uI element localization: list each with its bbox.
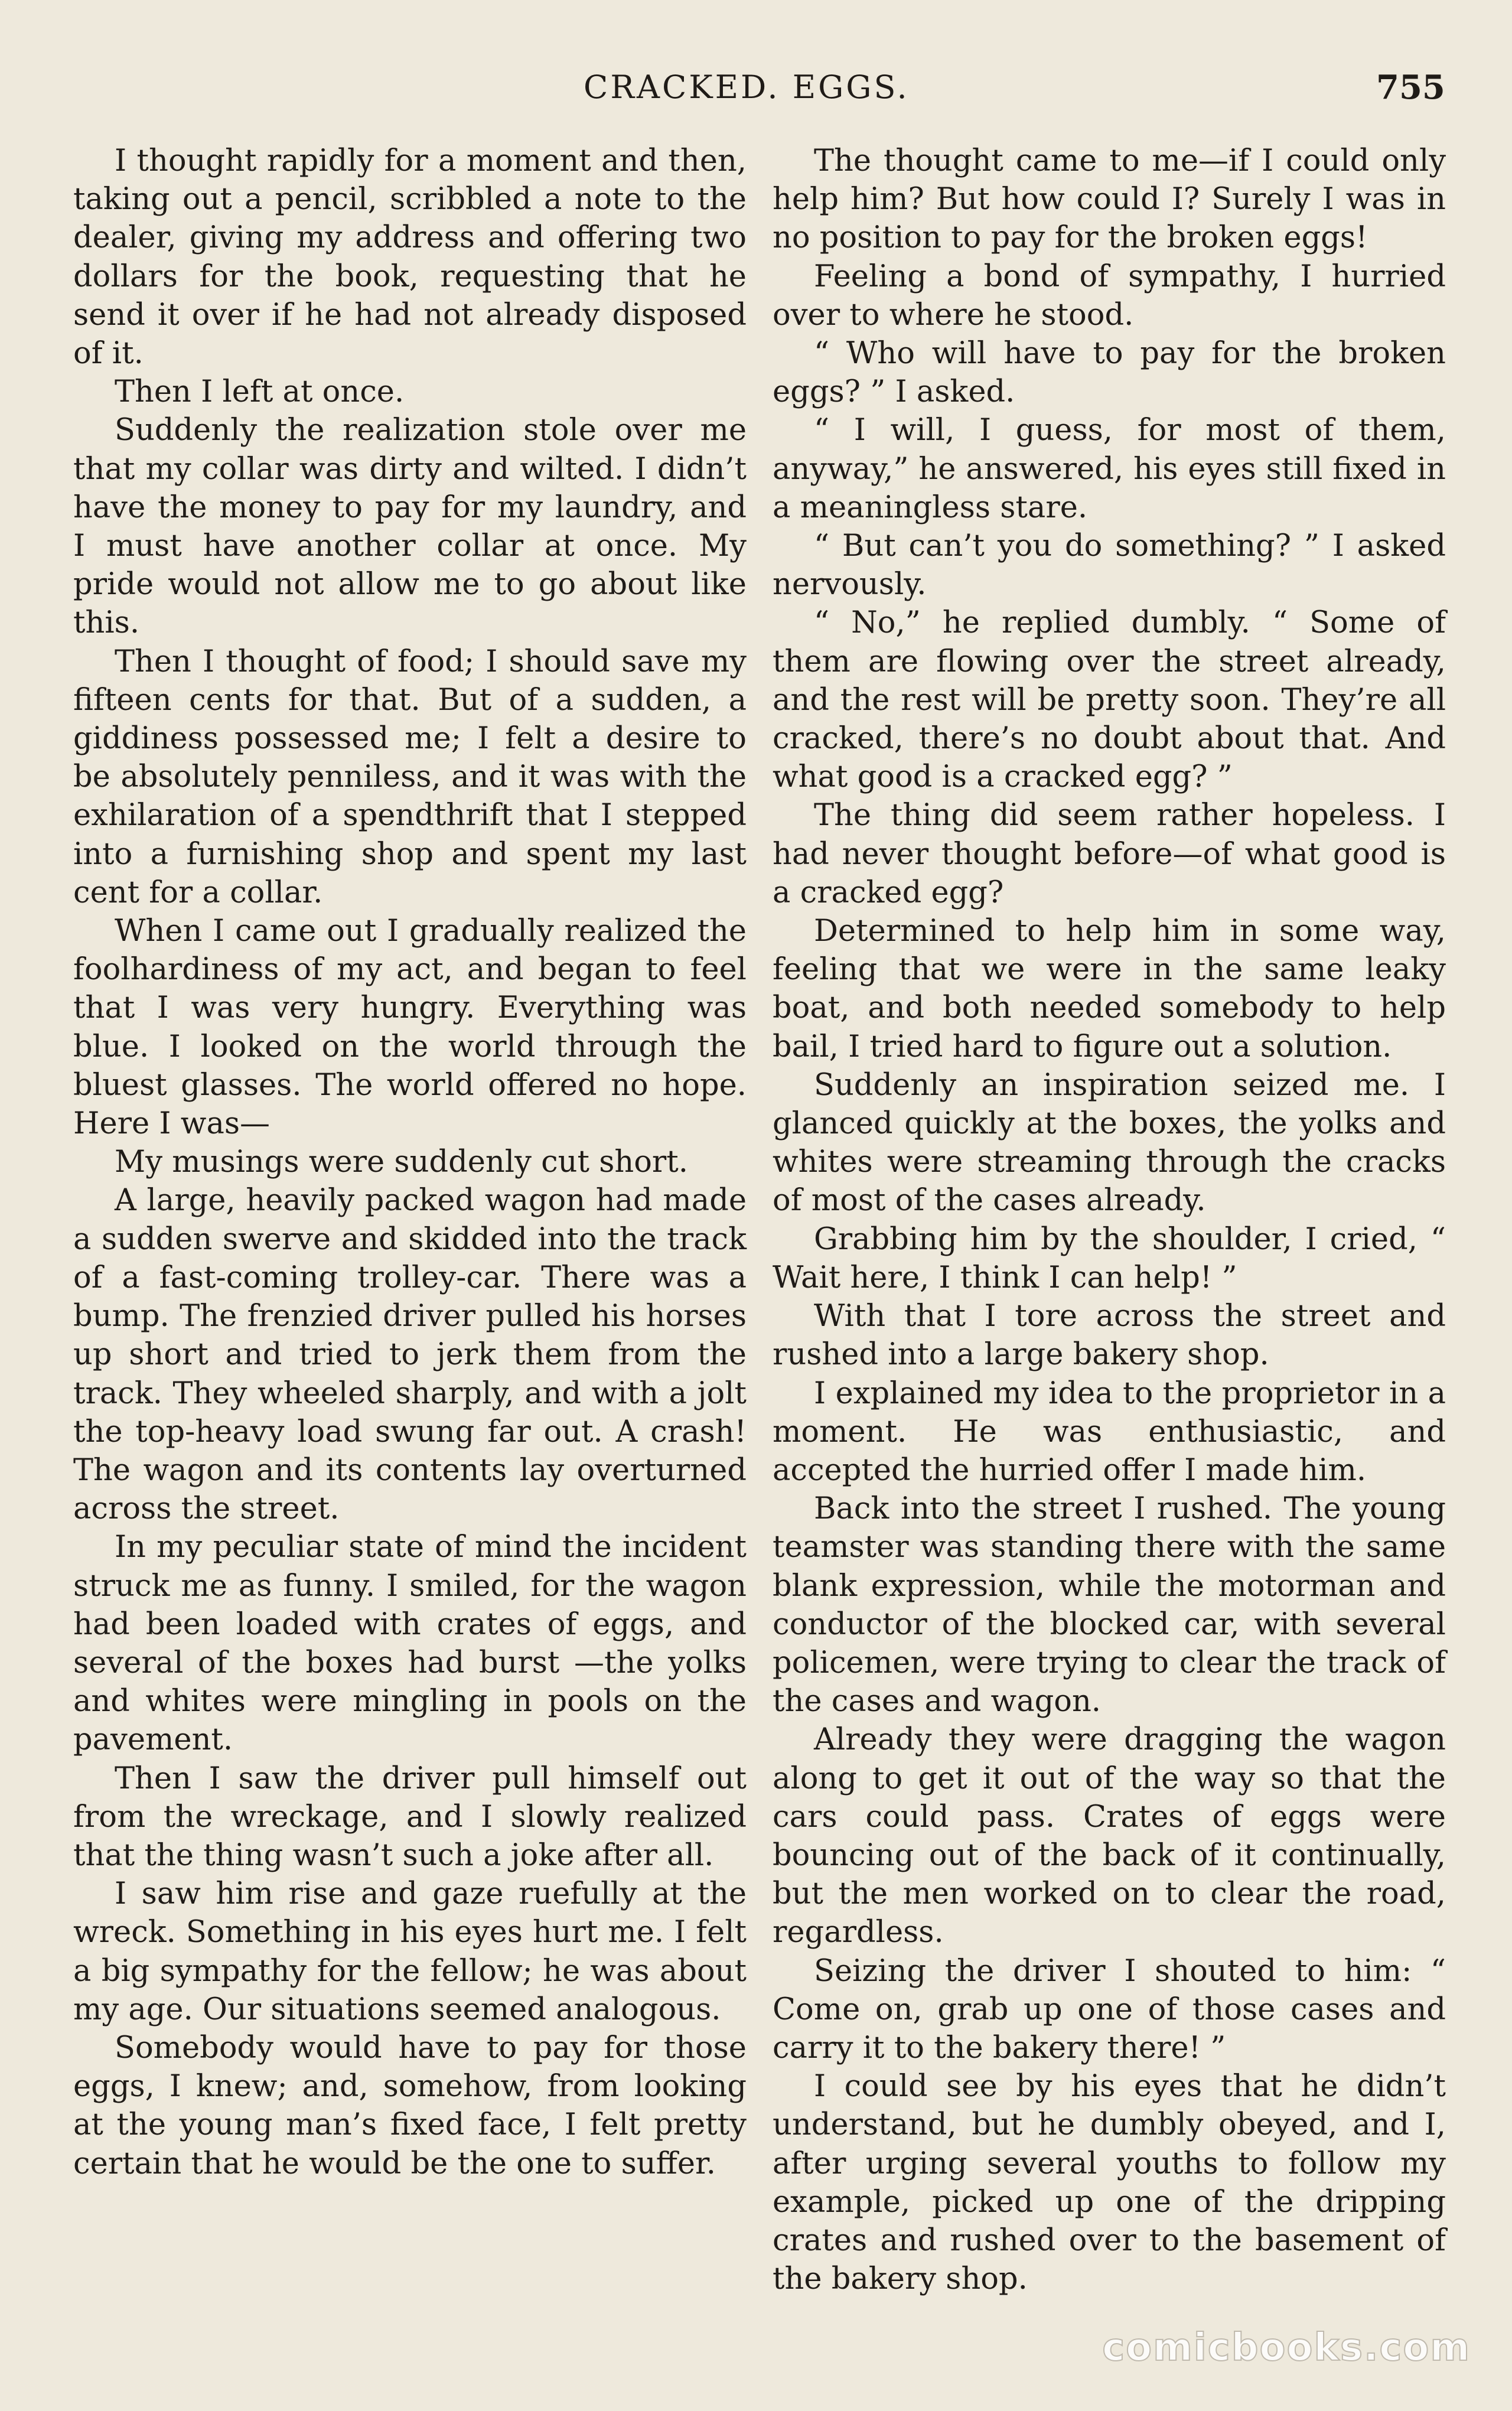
paragraph: Seizing the driver I shouted to him: “ Come on, grab up one of those cases and carry it to the bakery there! ” [773, 1953, 1446, 2065]
paragraph: “ No,” he replied dumbly. “ Some of them are flowing over the street already, and the rest will be pretty soon. They’re all cracked, there’s no doubt about that. And what good is a cracked egg? ” [773, 605, 1446, 795]
paragraph: Suddenly an inspiration seized me. I glanced quickly at the boxes, the yolks and whites were streaming through the cracks of most of the cases already. [773, 1067, 1446, 1218]
paragraph: The thought came to me—if I could only help him? But how could I? Surely I was in no position to pay for the broken eggs! [773, 144, 1446, 256]
page-number: 755 [1376, 68, 1445, 107]
paragraph: “ Who will have to pay for the broken eggs? ” I asked. [773, 336, 1446, 410]
paragraph: Then I saw the driver pull himself out from the wreckage, and I slowly realized that the thing wasn’t such a joke after all. [73, 1761, 747, 1873]
paragraph: Somebody would have to pay for those eggs, I knew; and, somehow, from looking at the young man’s fixed face, I felt pretty certain that he would be the one to suffer. [73, 2030, 747, 2181]
paragraph: “ But can’t you do something? ” I asked nervously. [773, 529, 1446, 602]
paragraph: Suddenly the realization stole over me that my collar was dirty and wilted. I didn’t have the money to pay for my laundry, and I must have another collar at once. My pride would not allow me to go about like this. [73, 413, 747, 641]
site-watermark: comicbooks.com [1102, 2326, 1471, 2370]
paragraph: I could see by his eyes that he didn’t understand, but he dumbly obeyed, and I, after urging several youths to follow my example, picked up one of the dripping crates and rushed over to the basement of the bakery shop. [773, 2069, 1446, 2297]
paragraph: With that I tore across the street and rushed into a large bakery shop. [773, 1299, 1446, 1373]
page-header [0, 64, 1512, 111]
paragraph: A large, heavily packed wagon had made a sudden swerve and skidded into the track of a fast-coming trolley-car. There was a bump. The frenzied driver pulled his horses up short and tried to jerk them from the track. They wheeled sharply, and with a jolt the top-heavy load swung far out. A crash! The wagon and its contents lay overturned across the street. [73, 1183, 747, 1527]
paragraph: Back into the street I rushed. The young teamster was standing there with the same blank expression, while the motorman and conductor of the blocked car, with several policemen, were trying to clear the track of the cases and wagon. [773, 1491, 1446, 1719]
paragraph: I saw him rise and gaze ruefully at the wreck. Something in his eyes hurt me. I felt a big sympathy for the fellow; he was about my age. Our situations seemed analogous. [73, 1876, 747, 2027]
paragraph: I explained my idea to the proprietor in a moment. He was enthusiastic, and accepted the hurried offer I made him. [773, 1376, 1446, 1488]
paragraph: Already they were dragging the wagon along to get it out of the way so that the cars could pass. Crates of eggs were bouncing out of the back of it continually, but the men worked on to clear the road, regardless. [773, 1722, 1446, 1950]
right-column [773, 142, 1446, 2298]
paragraph: Then I left at once. [115, 374, 405, 410]
paragraph: Then I thought of food; I should save my fifteen cents for that. But of a sudden, a giddiness possessed me; I felt a desire to be absolutely penniless, and it was with the exhilaration of a spendthrift that I stepped into a furnishing shop and spent my last cent for a collar. [73, 644, 747, 910]
paragraph: Determined to help him in some way, feeling that we were in the same leaky boat, and both needed somebody to help bail, I tried hard to figure out a solution. [773, 914, 1446, 1064]
paragraph: In my peculiar state of mind the incident struck me as funny. I smiled, for the wagon had been loaded with crates of eggs, and several of the boxes had burst —the yolks and whites were mingling in pools on the pavement. [73, 1530, 747, 1758]
left-column [73, 142, 747, 2183]
paragraph: The thing did seem rather hopeless. I had never thought before—of what good is a cracked egg? [773, 798, 1446, 910]
paragraph: Feeling a bond of sympathy, I hurried over to where he stood. [773, 259, 1446, 333]
paragraph: Grabbing him by the shoulder, I cried, “ Wait here, I think I can help! ” [773, 1221, 1446, 1295]
paragraph: When I came out I gradually realized the foolhardiness of my act, and began to feel that I was very hungry. Everything was blue. I looked on the world through the bluest glasses. The world offered no hope. Here I was— [73, 914, 747, 1142]
paragraph: I thought rapidly for a moment and then, taking out a pencil, scribbled a note to the dealer, giving my address and offering two dollars for the book, requesting that he send it over if he had not already disposed of it. [73, 144, 747, 372]
running-title: CRACKED. EGGS. [584, 69, 910, 106]
paragraph: “ I will, I guess, for most of them, anyway,” he answered, his eyes still fixed in a meaningless stare. [773, 413, 1446, 525]
paragraph: My musings were suddenly cut short. [115, 1145, 689, 1180]
